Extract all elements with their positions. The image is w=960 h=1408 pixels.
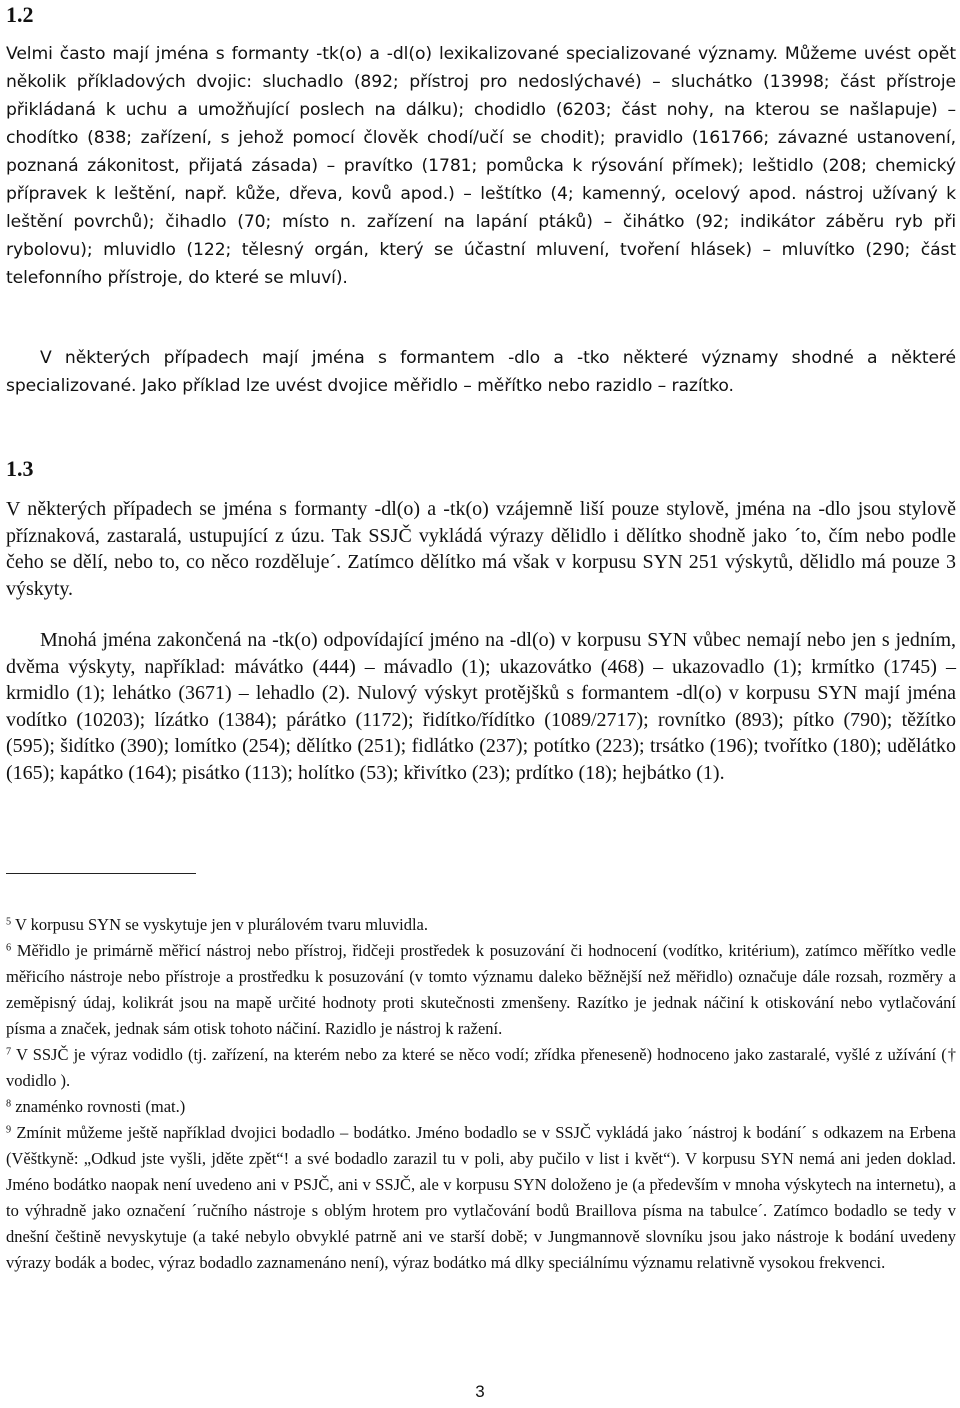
paragraph-text: V některých případech mají jména s formantem -dlo a -tko některé významy shodné a některé specializované. Jako příklad lze uvést dvojice měřidlo – měřítko nebo razidlo – razítko. <box>6 348 956 396</box>
footnote-mark: 7 <box>6 1046 12 1058</box>
paragraph-text: Mnohá jména zakončená na -tk(o) odpovídající jméno na -dl(o) v korpusu SYN vůbec nemají nebo jen s jedním, dvěma výskyty, například: mávátko (444) – mávadlo (1); ukazovátko (468) – ukazovadlo (1); krmítko (1745) – krmidlo (1); lehátko (3671) – lehadlo (2). Nulový výskyt protějšků s formantem -dl(o) v korpusu SYN mají jména vodítko (10203); lízátko (1384); párátko (1172); řidítko/řídítko (1089/2717); rovnítko (893); pítko (790); těžítko (595); šidítko (390); lomítko (254); dělítko (251); fidlátko (237); potítko (223); trsátko (196); tvořítko (180); udělátko (165); kapátko (164); pisátko (113); holítko (53); křivítko (23); prdítko (18); hejbátko (1). <box>6 629 956 784</box>
footnote-9 <box>6 1120 956 1276</box>
footnote-text: V korpusu SYN se vyskytuje jen v plurálovém tvaru mluvidla. <box>14 915 429 934</box>
footnote-mark: 8 <box>6 1098 12 1110</box>
section-heading-1-2: 1.2 <box>6 2 34 27</box>
footnote-text: V SSJČ je výraz vodidlo (tj. zařízení, na kterém nebo za které se něco vodí; zřídka přeneseně) hodnoceno jako zastaralé, vyšlé z užívání († vodidlo ). <box>6 1045 957 1090</box>
footnote-text: Zmínit můžeme ještě například dvojici bodadlo – bodátko. Jméno bodadlo se v SSJČ vykládá jako ´nástroj k bodání´ s odkazem na Erbena (Věštkyně: „Odkud jste vyšli, jděte zpět“! a své bodadlo zarazil tu v poli, aby pučilo v list i květ“). V korpusu SYN nemá ani jeden doklad. Jméno bodátko naopak není uvedeno ani v PSJČ, ani v SSJČ, ale v korpusu SYN doloženo je (a především v mnoha výskytech na internetu), a to výhradně jako označení ´ručního nástroje s oblým hrotem pro vytlačování bodů Braillova písma na tabulce´. Zatímco bodadlo se tedy v dnešní češtině nevyskytuje (a také nebylo obvyklé patrně ani ve starší době; v Jungmannově slovníku jsou jako nástroje k bodání uvedeny výrazy bodák a bodec, výraz bodadlo zaznamenáno není), výraz bodátko má dlky speciálnímu významu relativně vysokou frekvenci. <box>6 1123 957 1272</box>
section-heading-1-3: 1.3 <box>6 456 34 481</box>
paragraph-1-2-shared-meanings <box>6 344 956 400</box>
footnote-text: Měřidlo je primárně měřicí nástroj nebo přístroj, řidčeji prostředek k posuzování či hodnocení (vodítko, kritérium), zatímco měřítko vedle měřicího nástroje nebo přístroje a prostředku k posuzování (v tomto významu daleko běžnější než měřidlo) označuje dále rozsah, rozměry a zeměpisný údaj, kolikrát jsou na mapě určité hodnoty proti skutečnosti zmenšeny. Razítko je jednak náčiní k otiskování nebo vytlačování písma a značek, jednak sám otisk tohoto náčiní. Razidlo je nástroj k ražení. <box>6 941 956 1038</box>
footnote-8 <box>6 1094 956 1120</box>
paragraph-1-3-corpus-counts <box>6 627 956 786</box>
footnotes <box>6 912 956 1276</box>
paragraph-1-2-intro <box>6 40 956 292</box>
footnote-mark: 5 <box>6 916 12 928</box>
footnote-5 <box>6 912 956 938</box>
paragraph-1-3-stylistic <box>6 496 956 602</box>
page-number: 3 <box>475 1382 485 1401</box>
footnote-separator <box>6 873 196 874</box>
footnote-6 <box>6 938 956 1042</box>
footnote-mark: 6 <box>6 942 12 954</box>
footnote-mark: 9 <box>6 1124 12 1136</box>
footnote-text: znaménko rovnosti (mat.) <box>15 1097 186 1116</box>
paragraph-text: Velmi často mají jména s formanty -tk(o) a -dl(o) lexikalizované specializované významy. Můžeme uvést opět několik příkladových dvojic: sluchadlo (892; přístroj pro nedoslýchavé) – sluchátko (13998; část přístroje přikládaná k uchu a umožňující poslech na dálku); chodidlo (6203; část nohy, na kterou se našlapuje) – chodítko (838; zařízení, s jehož pomocí člověk chodí/učí se chodit); pravidlo (161766; závazné ustanovení, poznaná zákonitost, přijatá zásada) – pravítko (1781; pomůcka k rýsování přímek); leštidlo (208; chemický přípravek k leštění, např. kůže, dřeva, kovů apod.) – leštítko (4; kamenný, ocelový apod. nástroj užívaný k leštění povrchů); čihadlo (70; místo n. zařízení na lapání ptáků) – čihátko (92; indikátor záběru ryb při rybolovu); mluvidlo (122; tělesný orgán, který se účastní mluvení, tvoření hlásek) – mluvítko (290; část telefonního přístroje, do které se mluví). <box>6 44 956 288</box>
paragraph-text: V některých případech se jména s formanty -dl(o) a -tk(o) vzájemně liší pouze stylově, jména na -dlo jsou stylově příznaková, zastaralá, ustupující z úzu. Tak SSJČ vykládá výrazy dělidlo i dělítko shodně jako ´to, čím nebo podle čeho se dělí, nebo to, co něco rozděluje´. Zatímco dělítko má však v korpusu SYN 251 výskytů, dělidlo má pouze 3 výskyty. <box>6 498 956 600</box>
footnote-7 <box>6 1042 956 1094</box>
